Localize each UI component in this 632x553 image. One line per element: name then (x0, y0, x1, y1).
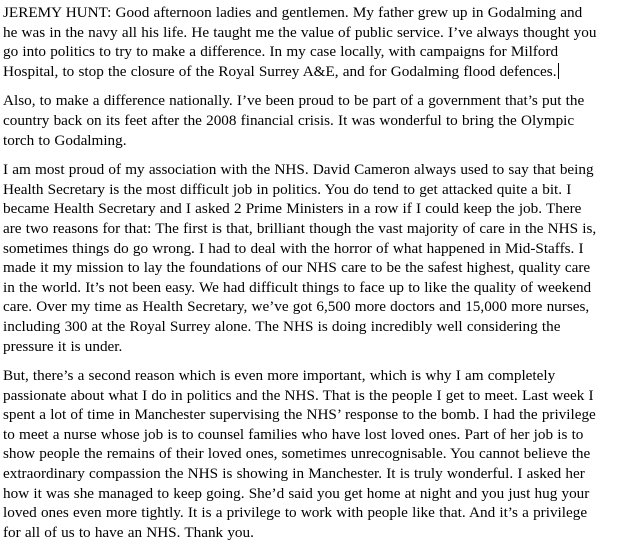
text-line: But, there’s a second reason which is even more important, which is why I am completely (3, 367, 556, 385)
text-line: I am most proud of my association with the NHS. David Cameron always used to say that being (3, 161, 594, 179)
text-line: passionate about what I do in politics and the NHS. That is the people I get to meet. Last week I (3, 386, 594, 404)
text-line: for all of us to have an NHS. Thank you. (3, 523, 254, 541)
text-line: including 300 at the Royal Surrey alone. The NHS is doing incredibly well considering the (3, 317, 561, 335)
paragraph-intro (3, 3, 625, 81)
document-body[interactable] (3, 3, 625, 542)
text-line: are two reasons for that: The first is that, brilliant though the vast majority of care in the NHS is, (3, 219, 597, 237)
text-line: in the world. It’s not been easy. We had difficult things to face up to like the quality of weekend (3, 278, 592, 296)
text-line-with-caret (3, 62, 625, 82)
text-line: go into politics to try to make a difference. In my case locally, with campaigns for Milford (3, 43, 559, 61)
text-line: care. Over my time as Health Secretary, we’ve got 6,500 more doctors and 15,000 more nurses, (3, 298, 590, 316)
text-line: show people the remains of their loved ones, sometimes unrecognisable. You cannot believe the (3, 445, 591, 463)
text-line: sometimes things do go wrong. I had to deal with the horror of what happened in Mid-Staffs. I (3, 239, 584, 257)
paragraph-national (3, 91, 625, 150)
text-line: torch to Godalming. (3, 131, 127, 149)
text-line: extraordinary compassion the NHS is showing in Manchester. It is truly wonderful. I asked her (3, 465, 585, 483)
text-line: Health Secretary is the most difficult job in politics. You do tend to get attacked quite a bit. I (3, 180, 572, 198)
text-line: made it my mission to lay the foundations of our NHS care to be the safest highest, quality care (3, 259, 591, 277)
text-line: spent a lot of time in Manchester supervising the NHS’ response to the bomb. I had the privilege (3, 406, 596, 424)
text-line: to meet a nurse whose job is to counsel families who have lost loved ones. Part of her job is to (3, 425, 584, 443)
text-line: how it was she managed to keep going. She’d said you get home at night and you just hug your (3, 484, 590, 502)
text-line: became Health Secretary and I asked 2 Prime Ministers in a row if I could keep the job. There (3, 200, 582, 218)
text-line: Hospital, to stop the closure of the Royal Surrey A&E, and for Godalming flood defences. (3, 62, 557, 80)
text-line: pressure it is under. (3, 337, 123, 355)
paragraph-nhs (3, 160, 625, 356)
text-line: country back on its feet after the 2008 financial crisis. It was wonderful to bring the Olympic (3, 111, 575, 129)
text-line: JEREMY HUNT: Good afternoon ladies and gentlemen. My father grew up in Godalming and (3, 4, 583, 21)
text-line: loved ones even more tightly. It is a privilege to work with people like that. And it’s a privilege (3, 504, 588, 522)
paragraph-second-reason (3, 366, 625, 542)
text-line: he was in the navy all his life. He taught me the value of public service. I’ve always thought you (3, 23, 597, 41)
text-line: Also, to make a difference nationally. I’ve been proud to be part of a government that’s put the (3, 92, 585, 110)
text-cursor (558, 63, 559, 79)
